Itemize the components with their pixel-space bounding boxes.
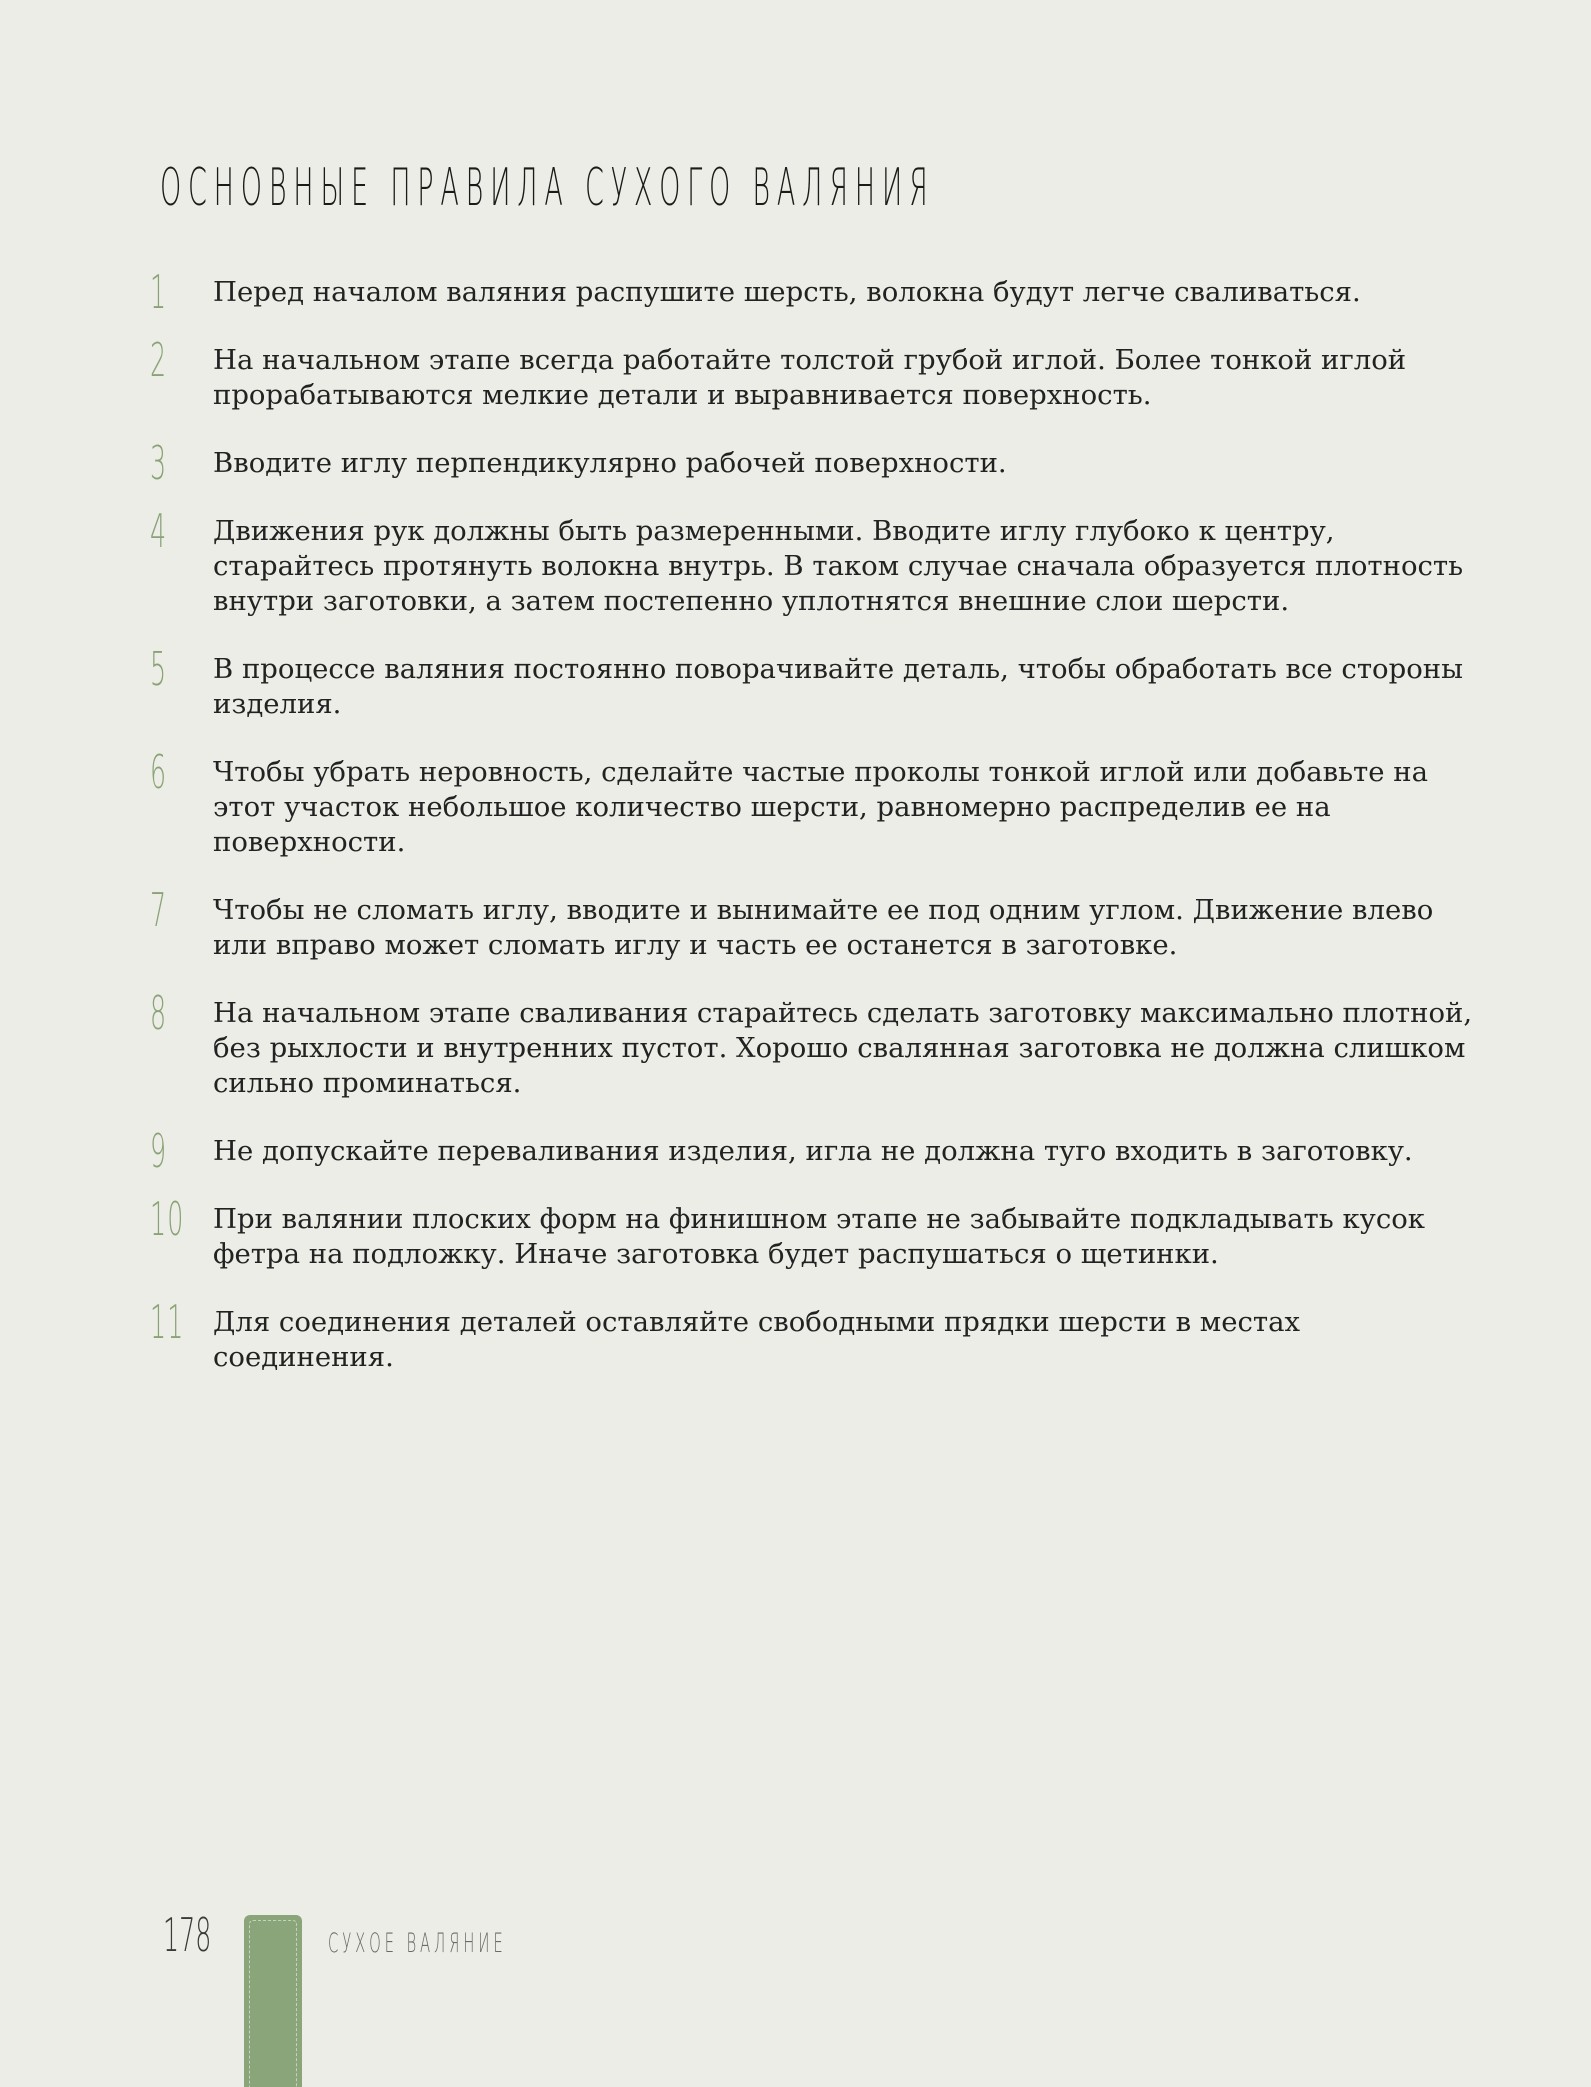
rule-text: Чтобы не сломать иглу, вводите и вынимайте ее под одним углом. Движение влево или вправо может сломать иглу и часть ее останется в заготовке. [213,894,1434,961]
rule-number: 9 [150,1124,168,1178]
list-item [150,642,1480,722]
rule-number: 6 [150,745,168,799]
page-title: ОСНОВНЫЕ ПРАВИЛА СУХОГО ВАЛЯНИЯ [160,158,935,218]
rule-text: В процессе валяния постоянно поворачивайте деталь, чтобы обработать все стороны изделия. [213,653,1463,720]
rule-number: 1 [150,265,168,319]
rule-text: Не допускайте переваливания изделия, игла не должна туго входить в заготовку. [213,1135,1413,1167]
rule-text: При валянии плоских форм на финишном этапе не забывайте подкладывать кусок фетра на подложку. Иначе заготовка будет распушаться о щетинки. [213,1203,1425,1270]
rule-number: 11 [150,1295,185,1349]
rule-number: 2 [150,333,168,387]
rule-text: На начальном этапе сваливания старайтесь сделать заготовку максимально плотной, без рыхлости и внутренних пустот. Хорошо свалянная заготовка не должна слишком сильно проминаться. [213,997,1473,1099]
rule-number: 8 [150,986,168,1040]
rules-list [150,265,1480,1408]
rule-text: Перед началом валяния распушите шерсть, волокна будут легче сваливаться. [213,276,1361,308]
rule-number: 10 [150,1192,185,1246]
list-item [150,265,1480,319]
list-item [150,745,1480,860]
list-item [150,1295,1480,1375]
rule-number: 5 [150,642,168,696]
section-title: СУХОЕ ВАЛЯНИЕ [328,1928,507,1959]
rule-number: 7 [150,883,168,937]
list-item [150,504,1480,619]
list-item [150,436,1480,490]
rule-number: 4 [150,504,168,558]
rule-number: 3 [150,436,168,490]
rule-text: Чтобы убрать неровность, сделайте частые проколы тонкой иглой или добавьте на этот участок небольшое количество шерсти, равномерно распределив ее на поверхности. [213,756,1428,858]
page-number: 178 [163,1908,212,1962]
list-item [150,986,1480,1101]
rule-text: Вводите иглу перпендикулярно рабочей поверхности. [213,447,1007,479]
rule-text: На начальном этапе всегда работайте толстой грубой иглой. Более тонкой иглой прорабатываются мелкие детали и выравнивается поверхность. [213,344,1407,411]
list-item [150,1124,1480,1178]
list-item [150,883,1480,963]
section-tab [244,1915,302,2087]
list-item [150,333,1480,413]
rule-text: Для соединения деталей оставляйте свободными прядки шерсти в местах соединения. [213,1306,1300,1373]
list-item [150,1192,1480,1272]
rule-text: Движения рук должны быть размеренными. Вводите иглу глубоко к центру, старайтесь протянуть волокна внутрь. В таком случае сначала образуется плотность внутри заготовки, а затем постепенно уплотнятся внешние слои шерсти. [213,515,1464,617]
